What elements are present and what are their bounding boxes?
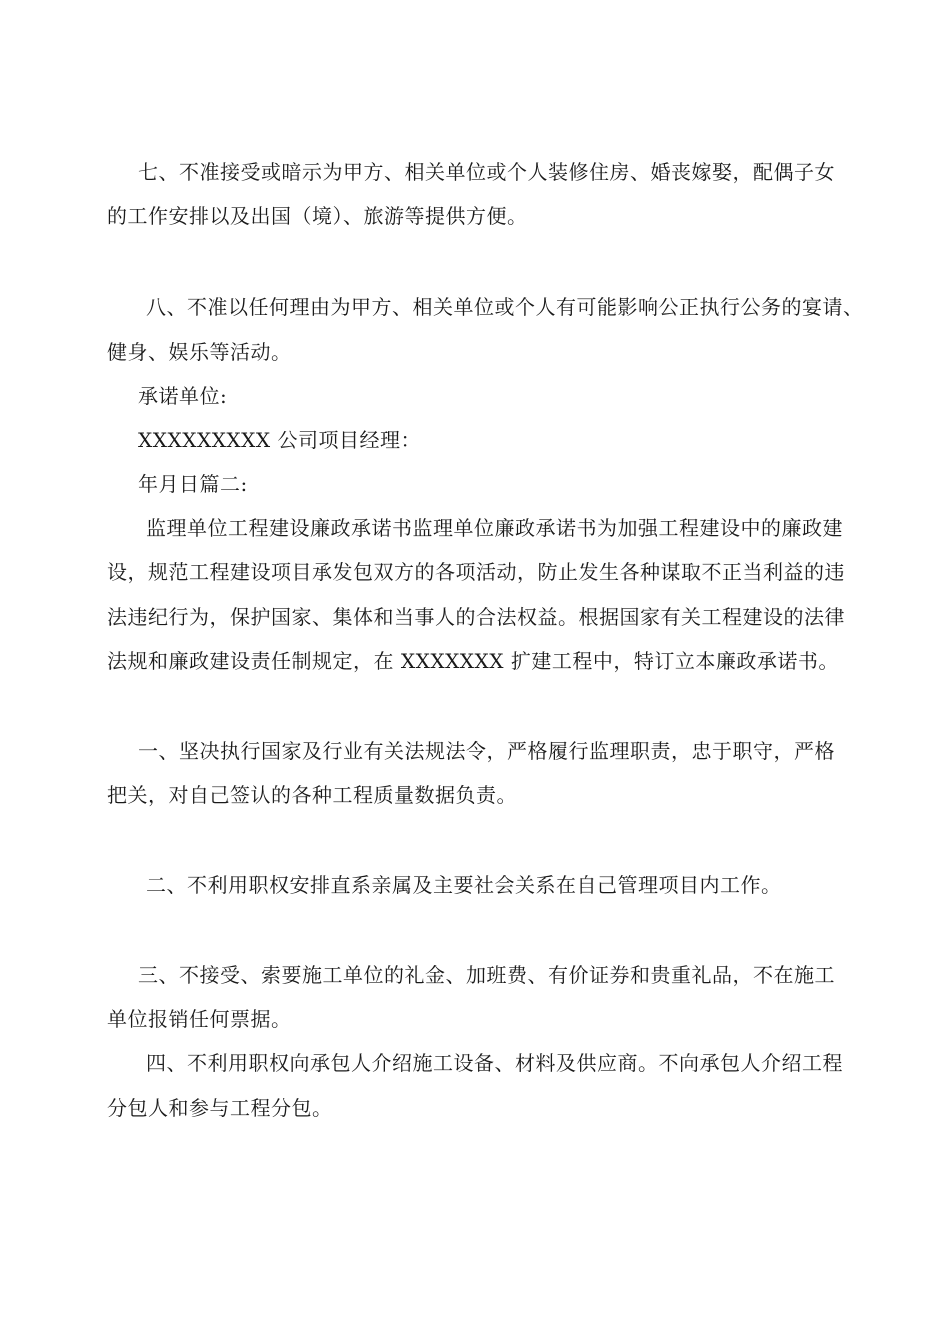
clause-7-line-2: 的工作安排以及出国（境）、旅游等提供方便。 bbox=[107, 204, 528, 228]
clause-4-line-1: 四、不利用职权向承包人介绍施工设备、材料及供应商。不向承包人介绍工程 bbox=[146, 1051, 843, 1075]
clause-8-line-1: 八、不准以任何理由为甲方、相关单位或个人有可能影响公正执行公务的宴请、 bbox=[146, 295, 864, 319]
promising-unit-label: 承诺单位: bbox=[138, 384, 228, 408]
intro-paragraph-line-3: 法违纪行为，保护国家、集体和当事人的合法权益。根据国家有关工程建设的法律 bbox=[107, 605, 845, 629]
clause-2-line-1: 二、不利用职权安排直系亲属及主要社会关系在自己管理项目内工作。 bbox=[146, 873, 782, 897]
clause-3-line-2: 单位报销任何票据。 bbox=[107, 1007, 292, 1031]
clause-4-line-2: 分包人和参与工程分包。 bbox=[107, 1096, 333, 1120]
clause-8-line-2: 健身、娱乐等活动。 bbox=[107, 340, 292, 364]
clause-3-line-1: 三、不接受、索要施工单位的礼金、加班费、有价证券和贵重礼品，不在施工 bbox=[138, 963, 835, 987]
intro-paragraph-line-2: 设，规范工程建设项目承发包双方的各项活动，防止发生各种谋取不正当利益的违 bbox=[107, 560, 845, 584]
clause-7-line-1: 七、不准接受或暗示为甲方、相关单位或个人装修住房、婚丧嫁娶，配偶子女 bbox=[138, 160, 835, 184]
intro-paragraph-line-4: 法规和廉政建设责任制规定，在 XXXXXXX 扩建工程中，特订立本廉政承诺书。 bbox=[107, 649, 839, 673]
intro-paragraph-line-1: 监理单位工程建设廉政承诺书监理单位廉政承诺书为加强工程建设中的廉政建 bbox=[146, 516, 843, 540]
clause-1-line-2: 把关，对自己签认的各种工程质量数据负责。 bbox=[107, 783, 517, 807]
date-section-heading: 年月日篇二: bbox=[138, 472, 248, 496]
clause-1-line-1: 一、坚决执行国家及行业有关法规法令，严格履行监理职责，忠于职守，严格 bbox=[138, 739, 835, 763]
company-manager-label: XXXXXXXXX 公司项目经理： bbox=[138, 428, 422, 452]
